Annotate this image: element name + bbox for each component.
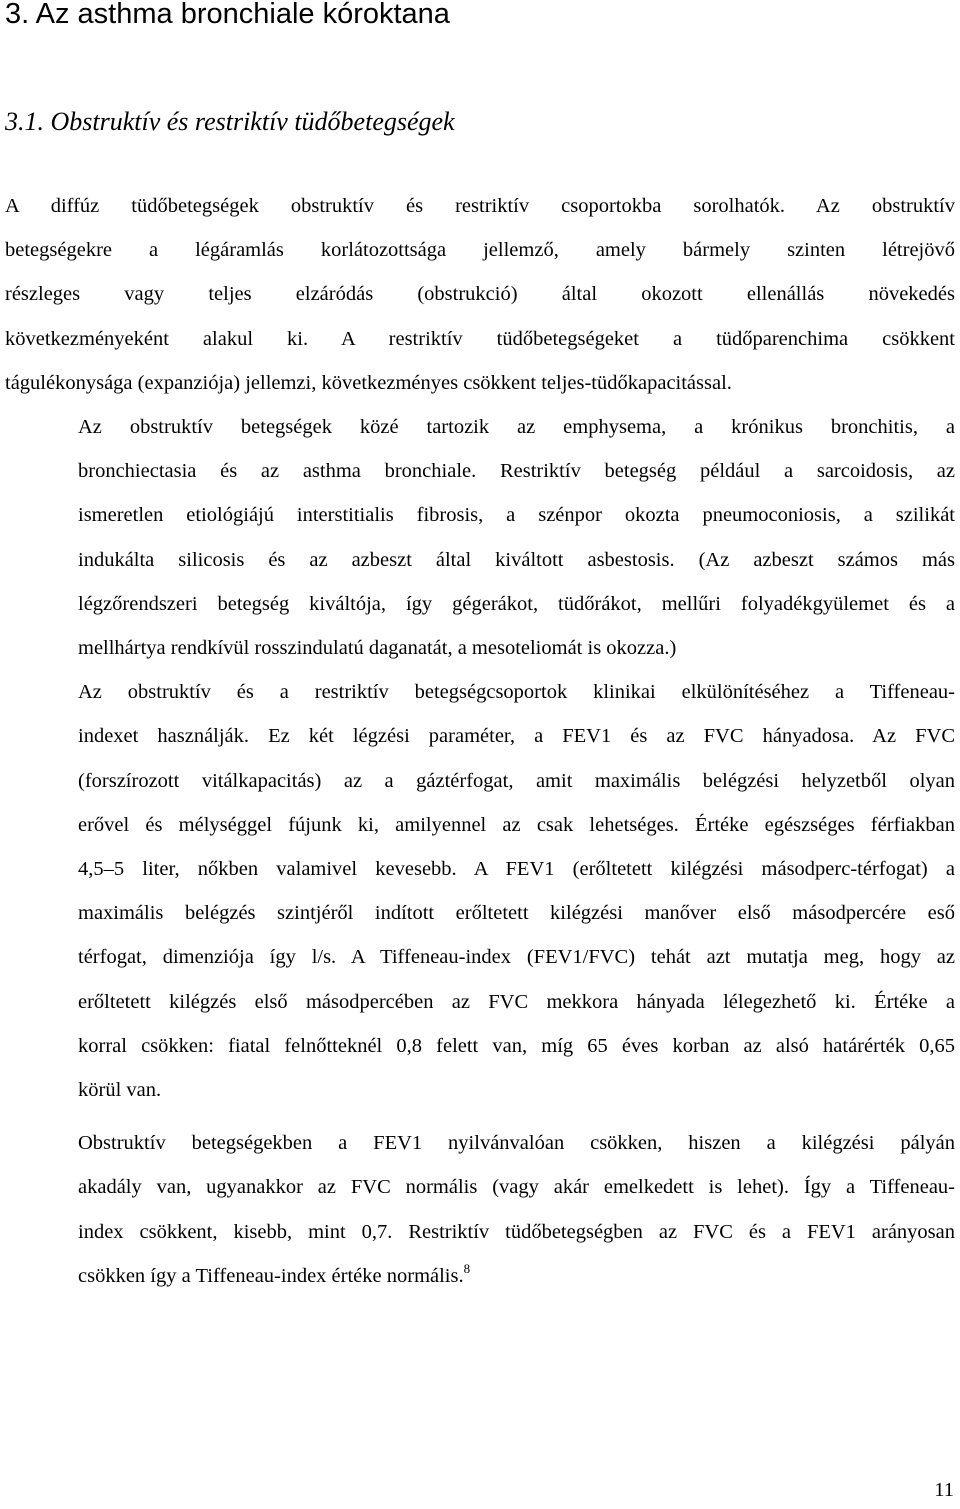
text-line: betegségekre a légáramlás korlátozottsága jellemző, amely bármely szinten létrejövő: [5, 239, 955, 262]
paragraph-2: [5, 405, 955, 670]
text-line: A diffúz tüdőbetegségek obstruktív és restriktív csoportokba sorolhatók. Az obstruktív: [5, 195, 955, 217]
page-number: 11: [934, 1479, 954, 1501]
text-line: körül van.: [78, 1079, 162, 1102]
text-line: mellhártya rendkívül rosszindulatú daganatát, a mesoteliomát is okozza.): [78, 637, 677, 660]
text-line: Obstruktív betegségekben a FEV1 nyilvánvalóan csökken, hiszen a kilégzési pályán: [78, 1132, 955, 1155]
text-line: [5, 1254, 955, 1298]
body-text: [5, 184, 955, 1298]
text-line: 4,5–5 liter, nőkben valamivel kevesebb. A FEV1 (erőltetett kilégzési másodperc-térfogat) a: [78, 858, 955, 881]
text-line: erővel és mélységgel fújunk ki, amilyennel az csak lehetséges. Értéke egészséges férfiakban: [78, 813, 955, 836]
paragraph-4: [5, 1121, 955, 1298]
text-line: következményeként alakul ki. A restriktív tüdőbetegségeket a tüdőparenchima csökkent: [5, 327, 955, 350]
text-line: ismeretlen etiológiájú interstitialis fibrosis, a szénpor okozta pneumoconiosis, a szilikát: [78, 504, 955, 527]
paragraph-1: [5, 184, 955, 405]
text-line: bronchiectasia és az asthma bronchiale. Restriktív betegség például a sarcoidosis, az: [78, 460, 955, 483]
text-line: térfogat, dimenziója így l/s. A Tiffeneau-index (FEV1/FVC) tehát azt mutatja meg, hogy az: [78, 946, 955, 969]
text-line: Az obstruktív és a restriktív betegségcsoportok klinikai elkülönítéséhez a Tiffeneau-: [78, 681, 955, 704]
text-line: részleges vagy teljes elzáródás (obstrukció) által okozott ellenállás növekedés: [5, 283, 955, 306]
paragraph-3: [5, 670, 955, 1112]
footnote-ref[interactable]: 8: [463, 1261, 471, 1277]
text-line: (forszírozott vitálkapacitás) az a gáztérfogat, amit maximális belégzési helyzetből olyan: [78, 769, 955, 792]
text-line: légzőrendszeri betegség kiváltója, így gégerákot, tüdőrákot, mellűri folyadékgyülemet és a: [78, 592, 955, 615]
text-line: erőltetett kilégzés első másodpercében az FVC mekkora hányada lélegezhető ki. Értéke a: [78, 990, 955, 1013]
text-line: korral csökken: fiatal felnőtteknél 0,8 felett van, míg 65 éves korban az alsó határérték 0,65: [78, 1034, 955, 1057]
chapter-heading: 3. Az asthma bronchiale kóroktana: [5, 0, 450, 30]
text-line: Az obstruktív betegségek közé tartozik az emphysema, a krónikus bronchitis, a: [78, 416, 955, 439]
text-line: index csökkent, kisebb, mint 0,7. Restriktív tüdőbetegségben az FVC és a FEV1 arányosan: [78, 1220, 955, 1243]
section-heading: 3.1. Obstruktív és restriktív tüdőbetegségek: [5, 107, 455, 136]
text-line: tágulékonysága (expanziója) jellemzi, következményes csökkent teljes-tüdőkapacitással.: [5, 371, 732, 394]
text-line: indukálta silicosis és az azbeszt által kiváltott asbestosis. (Az azbeszt számos más: [78, 548, 955, 571]
text-line: maximális belégzés szintjéről indított erőltetett kilégzési manőver első másodpercére eső: [78, 902, 955, 925]
text-line: akadály van, ugyanakkor az FVC normális (vagy akár emelkedett is lehet). Így a Tiffeneau-: [78, 1176, 955, 1199]
text-line-content: csökken így a Tiffeneau-index értéke normális.: [78, 1264, 464, 1287]
text-line: indexet használják. Ez két légzési paraméter, a FEV1 és az FVC hányadosa. Az FVC: [78, 725, 955, 748]
